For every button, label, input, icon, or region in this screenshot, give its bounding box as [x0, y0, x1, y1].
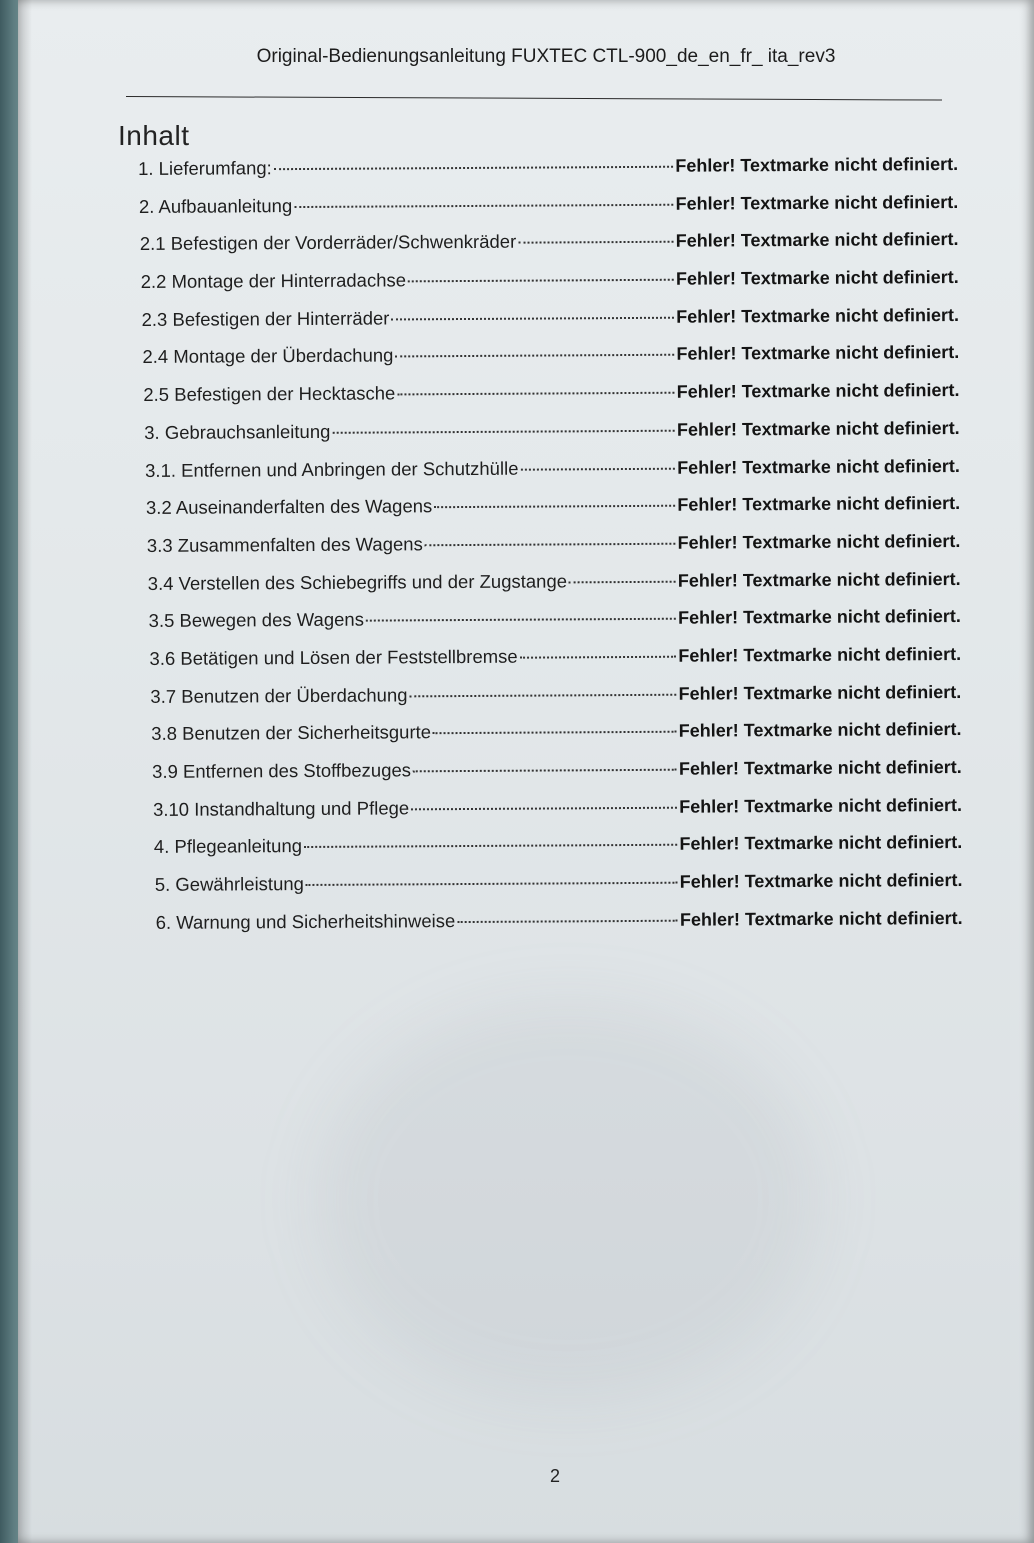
toc-entry-page-ref: Fehler! Textmarke nicht definiert.: [678, 681, 962, 704]
toc-leader-dots: [408, 279, 674, 283]
toc-entry-label: 1. Lieferumfang:: [138, 157, 272, 179]
toc-entry-page-ref: Fehler! Textmarke nicht definiert.: [676, 304, 960, 327]
toc-entry-page-ref: Fehler! Textmarke nicht definiert.: [677, 455, 960, 478]
toc-entry-page-ref: Fehler! Textmarke nicht definiert.: [675, 267, 959, 289]
toc-entry[interactable]: [138, 191, 958, 234]
toc-entry[interactable]: [142, 794, 962, 837]
toc-entry-label: 5. Gewährleistung: [154, 873, 304, 895]
toc-entry[interactable]: [140, 454, 960, 497]
toc-entry-label: 3.10 Instandhaltung und Pflege: [152, 797, 410, 820]
toc-leader-dots: [433, 731, 677, 734]
header-divider: [126, 96, 942, 101]
toc-entry-label: 2. Aufbauanleitung: [138, 194, 293, 217]
toc-leader-dots: [391, 316, 674, 320]
toc-entry[interactable]: [138, 228, 958, 271]
toc-entry-label: 2.4 Montage der Überdachung: [142, 344, 394, 368]
toc-entry[interactable]: [141, 681, 961, 724]
toc-entry[interactable]: [138, 153, 958, 196]
toc-entry[interactable]: [139, 341, 959, 384]
toc-entry[interactable]: [141, 643, 961, 686]
toc-entry[interactable]: [139, 266, 959, 309]
document-page: [18, 0, 1034, 1543]
toc-entry-label: 2.5 Befestigen der Hecktasche: [143, 382, 396, 406]
toc-entry-label: 3.7 Benutzen der Überdachung: [150, 683, 408, 707]
toc-leader-dots: [457, 919, 678, 922]
toc-entry-page-ref: Fehler! Textmarke nicht definiert.: [679, 832, 963, 855]
toc-leader-dots: [332, 430, 675, 434]
toc-entry[interactable]: [142, 756, 962, 799]
toc-entry-label: 3.9 Entfernen des Stoffbezuges: [152, 759, 412, 782]
toc-entry-page-ref: Fehler! Textmarke nicht definiert.: [676, 380, 960, 402]
toc-entry-page-ref: Fehler! Textmarke nicht definiert.: [678, 756, 962, 779]
toc-entry-page-ref: Fehler! Textmarke nicht definiert.: [679, 870, 963, 892]
toc-entry-label: 6. Warnung und Sicherheitshinweise: [155, 909, 456, 933]
toc-entry-label: 3.2 Auseinanderfalten des Wagens: [145, 495, 433, 519]
toc-entry[interactable]: [141, 605, 961, 648]
toc-entry-page-ref: Fehler! Textmarke nicht definiert.: [677, 493, 961, 515]
toc-entry[interactable]: [140, 417, 960, 460]
toc-leader-dots: [425, 543, 676, 547]
toc-leader-dots: [366, 618, 676, 622]
toc-leader-dots: [304, 844, 677, 848]
toc-entry-page-ref: Fehler! Textmarke nicht definiert.: [678, 606, 961, 628]
toc-entry-page-ref: Fehler! Textmarke nicht definiert.: [677, 568, 961, 591]
toc-entry[interactable]: [142, 831, 962, 874]
toc-entry-page-ref: Fehler! Textmarke nicht definiert.: [678, 719, 962, 742]
toc-entry-page-ref: Fehler! Textmarke nicht definiert.: [676, 342, 960, 365]
toc-leader-dots: [411, 806, 677, 810]
toc-leader-dots: [395, 354, 674, 358]
toc-entry-label: 2.3 Befestigen der Hinterräder: [141, 307, 390, 330]
toc-leader-dots: [306, 882, 678, 886]
toc-entry-label: 2.2 Montage der Hinterradachse: [140, 269, 407, 293]
toc-leader-dots: [294, 203, 673, 207]
toc-leader-dots: [520, 467, 675, 470]
table-of-contents: [138, 153, 963, 949]
toc-leader-dots: [413, 769, 677, 773]
toc-entry-label: 3.3 Zusammenfalten des Wagens: [146, 533, 423, 556]
toc-entry-page-ref: Fehler! Textmarke nicht definiert.: [675, 229, 959, 252]
toc-entry-label: 2.1 Befestigen der Vorderräder/Schwenkräder: [139, 231, 517, 255]
toc-entry-label: 3.8 Benutzen der Sicherheitsgurte: [151, 721, 432, 745]
toc-entry[interactable]: [140, 492, 960, 535]
toc-entry[interactable]: [141, 568, 961, 611]
toc-leader-dots: [434, 505, 675, 508]
toc-entry-page-ref: Fehler! Textmarke nicht definiert.: [675, 153, 959, 176]
toc-leader-dots: [410, 693, 677, 697]
toc-entry[interactable]: [140, 530, 960, 573]
toc-leader-dots: [274, 166, 674, 170]
paper-shading: [318, 1000, 818, 1400]
toc-entry-label: 3. Gebrauchsanleitung: [144, 420, 331, 443]
toc-leader-dots: [520, 656, 677, 659]
toc-leader-dots: [569, 580, 676, 583]
toc-title: Inhalt: [118, 120, 190, 151]
toc-entry-label: 3.1. Entfernen und Anbringen der Schutzhülle: [145, 457, 519, 481]
toc-leader-dots: [397, 392, 674, 396]
toc-entry-label: 3.5 Bewegen des Wagens: [148, 608, 364, 632]
toc-entry-label: 3.6 Betätigen und Lösen der Feststellbremse: [149, 645, 518, 669]
toc-entry[interactable]: [141, 718, 961, 761]
toc-entry-page-ref: Fehler! Textmarke nicht definiert.: [679, 907, 963, 930]
toc-entry-page-ref: Fehler! Textmarke nicht definiert.: [675, 191, 959, 214]
toc-entry[interactable]: [142, 869, 962, 912]
toc-entry-page-ref: Fehler! Textmarke nicht definiert.: [677, 530, 961, 553]
toc-entry-page-ref: Fehler! Textmarke nicht definiert.: [676, 417, 960, 440]
toc-entry[interactable]: [139, 379, 959, 422]
toc-leader-dots: [518, 241, 674, 244]
page-header: Original-Bedienungsanleitung FUXTEC CTL-900_de_en_fr_ ita_rev3: [256, 46, 836, 67]
toc-entry-page-ref: Fehler! Textmarke nicht definiert.: [679, 794, 963, 817]
toc-entry-label: 4. Pflegeanleitung: [153, 835, 303, 858]
toc-entry-page-ref: Fehler! Textmarke nicht definiert.: [678, 643, 962, 666]
toc-entry[interactable]: [143, 907, 963, 950]
toc-entry[interactable]: [139, 304, 959, 347]
page-edge-shadow: [18, 0, 32, 1543]
toc-entry-label: 3.4 Verstellen des Schiebegriffs und der Zugstange: [147, 569, 568, 594]
page-number: 2: [550, 1466, 561, 1486]
